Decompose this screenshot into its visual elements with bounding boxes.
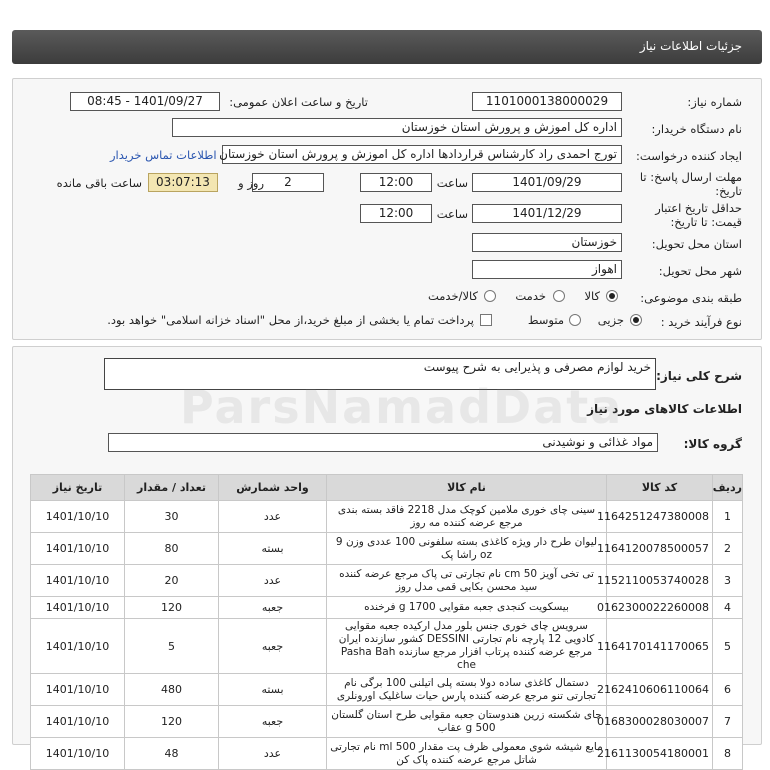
province-field[interactable]: خوزستان	[472, 233, 622, 252]
category-option-goods: کالا	[584, 289, 600, 303]
buyer-org-field[interactable]: اداره کل اموزش و پرورش استان خوزستان	[172, 118, 622, 137]
cell-unit: عدد	[219, 501, 327, 533]
cell-unit: بسته	[219, 674, 327, 706]
cell-row-no: 3	[713, 565, 743, 597]
cell-code: 1152110053740028	[607, 565, 713, 597]
table-header-row	[31, 475, 743, 501]
col-header-unit: واحد شمارش	[219, 475, 327, 501]
cell-date: 1401/10/10	[31, 533, 125, 565]
cell-row-no: 1	[713, 501, 743, 533]
process-option-minor: جزیی	[597, 313, 624, 327]
deadline-label-2: تاریخ:	[715, 184, 742, 198]
cell-quantity: 120	[125, 597, 219, 619]
col-header-quantity: تعداد / مقدار	[125, 475, 219, 501]
validity-time-field[interactable]: 12:00	[360, 204, 432, 223]
city-field[interactable]: اهواز	[472, 260, 622, 279]
cell-name: مایع شیشه شوی معمولی ظرف پت مقدار 500 ml نام تجارتی شاتل مرجع عرضه کننده پاک کن	[327, 738, 607, 770]
table-row[interactable]	[31, 738, 743, 770]
cell-date: 1401/10/10	[31, 597, 125, 619]
cell-code: 1164251247380008	[607, 501, 713, 533]
creator-label: ایجاد کننده درخواست:	[636, 149, 742, 163]
cell-code: 0168300028030007	[607, 706, 713, 738]
cell-quantity: 30	[125, 501, 219, 533]
deadline-time-field[interactable]: 12:00	[360, 173, 432, 192]
category-radio-service[interactable]	[553, 290, 565, 302]
table-row[interactable]	[31, 597, 743, 619]
cell-name: سرویس چای خوری جنس بلور مدل ارکیده جعبه مقوایی کادویی 12 پارچه نام تجارتی DESSINI کشور سازنده ایران مرجع عرضه کننده پرتاب افزار مرجع سازنده Pasha Bah che	[327, 619, 607, 674]
cell-row-no: 7	[713, 706, 743, 738]
goods-info-title: اطلاعات کالاهای مورد نیاز	[587, 402, 742, 416]
cell-code: 0162300022260008	[607, 597, 713, 619]
cell-date: 1401/10/10	[31, 674, 125, 706]
remaining-timer: 03:07:13	[148, 173, 218, 192]
process-radio-minor[interactable]	[630, 314, 642, 326]
deadline-time-label: ساعت	[436, 176, 468, 190]
cell-name: بیسکویت کنجدی جعبه مقوایی 1700 g فرخنده	[327, 597, 607, 619]
cell-name: دستمال کاغذی ساده دولا بسته پلی اتیلنی 100 برگی نام تجارتی تنو مرجع عرضه کننده پارس حیات ساغلیک اورونلری	[327, 674, 607, 706]
creator-field[interactable]: تورج احمدی راد کارشناس قراردادها اداره کل اموزش و پرورش استان خوزستان	[222, 145, 622, 164]
header-bar	[12, 30, 762, 64]
col-header-row-no: ردیف	[713, 475, 743, 501]
announce-label: تاریخ و ساعت اعلان عمومی:	[229, 95, 368, 109]
col-header-code: کد کالا	[607, 475, 713, 501]
days-field[interactable]: 2	[252, 173, 324, 192]
cell-date: 1401/10/10	[31, 619, 125, 674]
category-option-service: خدمت	[515, 289, 546, 303]
cell-unit: عدد	[219, 738, 327, 770]
cell-unit: بسته	[219, 533, 327, 565]
payment-note: پرداخت تمام یا بخشی از مبلغ خرید،از محل "اسناد خزانه اسلامی" خواهد بود.	[107, 313, 474, 327]
col-header-date: تاریخ نیاز	[31, 475, 125, 501]
cell-unit: جعبه	[219, 706, 327, 738]
category-option-goods-service: کالا/خدمت	[427, 289, 478, 303]
cell-row-no: 4	[713, 597, 743, 619]
page-title: جزئیات اطلاعات نیاز	[639, 39, 742, 53]
contact-buyer-link[interactable]: اطلاعات تماس خریدار	[110, 148, 217, 162]
cell-date: 1401/10/10	[31, 738, 125, 770]
remaining-label: ساعت باقی مانده	[56, 176, 142, 190]
cell-unit: جعبه	[219, 597, 327, 619]
summary-label: شرح کلی نیاز:	[656, 369, 742, 383]
cell-quantity: 80	[125, 533, 219, 565]
need-number-field[interactable]: 1101000138000029	[472, 92, 622, 111]
cell-code: 1164120078500057	[607, 533, 713, 565]
cell-name: چای شکسته زرین هندوستان جعبه مقوایی طرح استان گلستان 500 g عقاب	[327, 706, 607, 738]
validity-label-2: قیمت: تا تاریخ:	[670, 215, 742, 229]
process-option-medium: متوسط	[527, 313, 564, 327]
cell-name: تی تخی آویز 50 cm نام تجارتی تی پاک مرجع عرضه کننده سید محسن بکایی قمی مدل روز	[327, 565, 607, 597]
buyer-org-label: نام دستگاه خریدار:	[651, 122, 742, 136]
days-label: روز و	[238, 176, 264, 190]
deadline-date-field[interactable]: 1401/09/29	[472, 173, 622, 192]
city-label: شهر محل تحویل:	[658, 264, 742, 278]
category-label: طبقه بندی موضوعی:	[640, 291, 742, 305]
deadline-label-1: مهلت ارسال پاسخ: تا	[639, 170, 742, 184]
cell-code: 1164170141170065	[607, 619, 713, 674]
cell-row-no: 6	[713, 674, 743, 706]
table-row[interactable]	[31, 565, 743, 597]
announce-field[interactable]: 1401/09/27 - 08:45	[70, 92, 220, 111]
table-row[interactable]	[31, 674, 743, 706]
goods-group-label: گروه کالا:	[683, 437, 742, 451]
cell-quantity: 48	[125, 738, 219, 770]
goods-group-field[interactable]: مواد غذائی و نوشیدنی	[108, 433, 658, 452]
cell-row-no: 8	[713, 738, 743, 770]
process-label: نوع فرآیند خرید :	[660, 315, 742, 329]
goods-table	[30, 474, 743, 770]
cell-quantity: 120	[125, 706, 219, 738]
category-radio-goods-service[interactable]	[484, 290, 496, 302]
cell-name: سینی چای خوری ملامین کوچک مدل 2218 فاقد بسته بندی مرجع عرضه کننده مه روز	[327, 501, 607, 533]
cell-date: 1401/10/10	[31, 706, 125, 738]
cell-date: 1401/10/10	[31, 501, 125, 533]
cell-name: لیوان طرح دار ویژه کاغذی بسته سلفونی 100 عددی وزن 9 oz راشا پک	[327, 533, 607, 565]
cell-quantity: 20	[125, 565, 219, 597]
table-row[interactable]	[31, 533, 743, 565]
validity-time-label: ساعت	[436, 207, 468, 221]
table-row[interactable]	[31, 501, 743, 533]
col-header-name: نام کالا	[327, 475, 607, 501]
cell-row-no: 2	[713, 533, 743, 565]
process-radio-medium[interactable]	[569, 314, 581, 326]
category-radio-goods[interactable]	[606, 290, 618, 302]
table-row[interactable]	[31, 706, 743, 738]
need-number-label: شماره نیاز:	[687, 95, 742, 109]
cell-quantity: 5	[125, 619, 219, 674]
cell-code: 2161130054180001	[607, 738, 713, 770]
cell-code: 2162410606110064	[607, 674, 713, 706]
treasury-checkbox[interactable]	[480, 314, 492, 326]
cell-row-no: 5	[713, 619, 743, 674]
validity-date-field[interactable]: 1401/12/29	[472, 204, 622, 223]
province-label: استان محل تحویل:	[651, 237, 742, 251]
summary-field[interactable]: خرید لوازم مصرفی و پذیرایی به شرح پیوست	[104, 358, 656, 390]
cell-unit: جعبه	[219, 619, 327, 674]
table-row[interactable]	[31, 619, 743, 674]
cell-date: 1401/10/10	[31, 565, 125, 597]
cell-unit: عدد	[219, 565, 327, 597]
cell-quantity: 480	[125, 674, 219, 706]
validity-label-1: حداقل تاریخ اعتبار	[655, 201, 742, 215]
